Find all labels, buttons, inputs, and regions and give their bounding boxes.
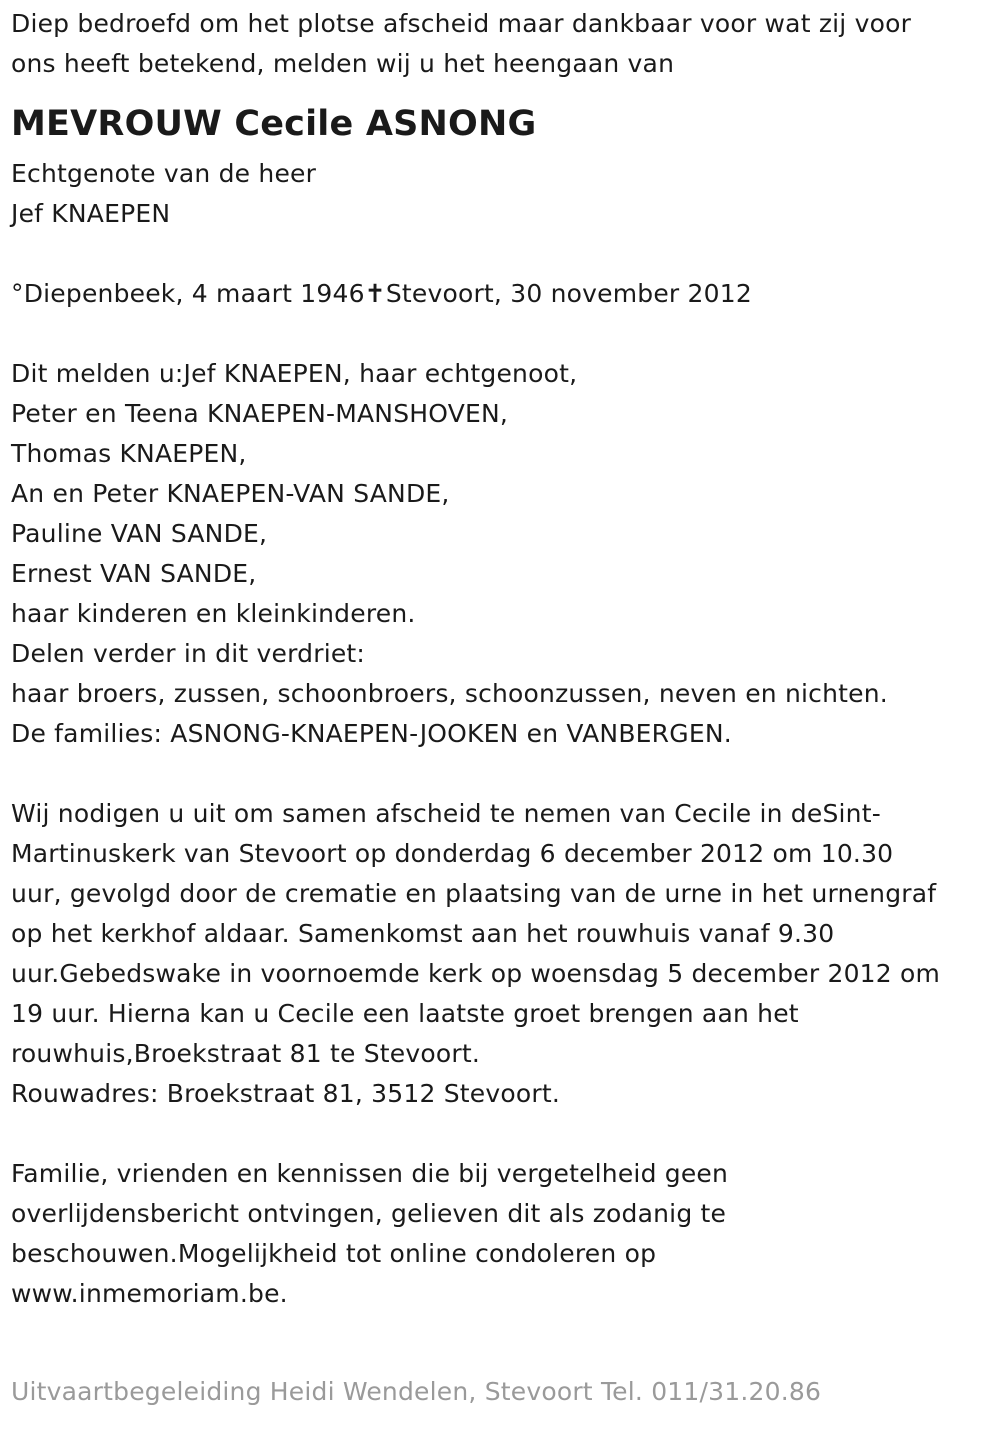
ceremony-line: op het kerkhof aldaar. Samenkomst aan het rouwhuis vanaf 9.30	[11, 919, 835, 948]
ceremony-line: Wij nodigen u uit om samen afscheid te nemen van Cecile in deSint-	[11, 799, 881, 828]
closing-line: beschouwen.Mogelijkheid tot online condoleren op	[11, 1239, 657, 1268]
ceremony-line: 19 uur. Hierna kan u Cecile een laatste groet brengen aan het	[11, 999, 799, 1028]
spouse-name: Jef KNAEPEN	[11, 199, 171, 228]
deceased-name: MEVROUW Cecile ASNONG	[11, 104, 537, 144]
intro-line: Diep bedroefd om het plotse afscheid maar dankbaar voor wat zij voor	[11, 9, 912, 38]
spacer	[11, 754, 991, 794]
spouse-label: Echtgenote van de heer	[11, 159, 317, 188]
closing-line: Familie, vrienden en kennissen die bij vergetelheid geen	[11, 1159, 729, 1188]
intro-line: ons heeft betekend, melden wij u het heengaan van	[11, 49, 675, 78]
ceremony-line: uur, gevolgd door de crematie en plaatsing van de urne in het urnengraf	[11, 879, 937, 908]
family-line: An en Peter KNAEPEN-VAN SANDE,	[11, 479, 450, 508]
closing-section	[11, 1154, 991, 1314]
spacer	[11, 1114, 991, 1154]
death-notice	[11, 4, 991, 1314]
family-line: Thomas KNAEPEN,	[11, 439, 247, 468]
spacer	[11, 234, 991, 274]
ceremony-line: uur.Gebedswake in voornoemde kerk op woensdag 5 december 2012 om	[11, 959, 941, 988]
mourning-address: Rouwadres: Broekstraat 81, 3512 Stevoort.	[11, 1079, 560, 1108]
family-line: Peter en Teena KNAEPEN-MANSHOVEN,	[11, 399, 509, 428]
closing-line: overlijdensbericht ontvingen, gelieven dit als zodanig te	[11, 1199, 727, 1228]
ceremony-line: rouwhuis,Broekstraat 81 te Stevoort.	[11, 1039, 481, 1068]
family-line: Ernest VAN SANDE,	[11, 559, 257, 588]
family-section	[11, 354, 991, 754]
intro-text	[11, 4, 991, 84]
family-line: Pauline VAN SANDE,	[11, 519, 268, 548]
family-line: Delen verder in dit verdriet:	[11, 639, 366, 668]
family-line: haar broers, zussen, schoonbroers, schoonzussen, neven en nichten.	[11, 679, 888, 708]
family-line: Dit melden u:Jef KNAEPEN, haar echtgenoot,	[11, 359, 578, 388]
ceremony-line: Martinuskerk van Stevoort op donderdag 6 december 2012 om 10.30	[11, 839, 894, 868]
ceremony-section	[11, 794, 991, 1114]
condolence-website: www.inmemoriam.be.	[11, 1279, 288, 1308]
family-line: De families: ASNONG-KNAEPEN-JOOKEN en VANBERGEN.	[11, 719, 732, 748]
birth-death-dates: °Diepenbeek, 4 maart 1946✝Stevoort, 30 november 2012	[11, 279, 752, 308]
spacer	[11, 314, 991, 354]
family-line: haar kinderen en kleinkinderen.	[11, 599, 416, 628]
funeral-director-footer: Uitvaartbegeleiding Heidi Wendelen, Stevoort Tel. 011/31.20.86	[11, 1377, 822, 1406]
